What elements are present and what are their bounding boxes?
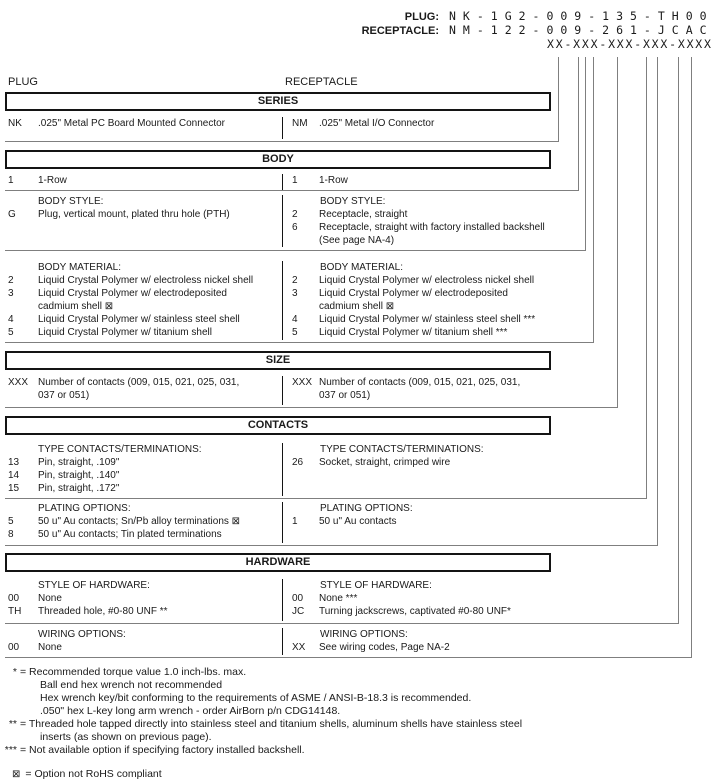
option-code: XX [292, 642, 306, 653]
footnote-line: = Recommended torque value 1.0 inch-lbs. max. [20, 666, 247, 678]
option-code: 13 [8, 457, 20, 468]
option-code: 2 [292, 209, 298, 220]
option-desc: None [38, 593, 62, 604]
option-row [283, 592, 551, 605]
footnote-line: Ball end hex wrench not recommended [40, 679, 223, 691]
not-rohs-icon: ⊠ [12, 769, 21, 780]
option-row [283, 117, 551, 130]
footnote-line: .050" hex L-key long arm wrench - order AirBorn p/n CDG14148. [40, 705, 341, 717]
subsection-label: TYPE CONTACTS/TERMINATIONS: [320, 444, 484, 455]
option-row [283, 326, 551, 339]
option-code: XXX [292, 377, 313, 388]
option-row [5, 482, 282, 495]
receptacle-part-number-row [362, 23, 713, 36]
footnote-line: Hex wrench key/bit conforming to the requirements of ASME / ANSI-B-18.3 is recommended. [40, 692, 472, 704]
subsection-label: STYLE OF HARDWARE: [320, 580, 432, 591]
option-code: 15 [8, 483, 20, 494]
option-row [283, 456, 551, 469]
section-header-series: SERIES [5, 92, 551, 111]
option-code: 1 [8, 175, 14, 186]
option-desc: Receptacle, straight [319, 209, 408, 220]
option-desc: Plug, vertical mount, plated thru hole (PTH) [38, 209, 230, 220]
option-desc: Liquid Crystal Polymer w/ stainless steel shell *** [319, 314, 536, 325]
option-code: 00 [292, 593, 304, 604]
option-row [283, 515, 551, 528]
option-code: 00 [8, 642, 20, 653]
option-row [5, 469, 282, 482]
option-row [5, 174, 282, 187]
series-plug-column [5, 117, 282, 139]
option-desc: Turning jackscrews, captivated #0-80 UNF* [319, 606, 511, 617]
plug-column-title: PLUG [8, 76, 38, 88]
plug-part-number-label: PLUG: [404, 11, 439, 23]
part-number-mask-row [547, 37, 713, 50]
receptacle-part-number-value: NM-122-009-261-JCAC [449, 23, 714, 37]
option-desc: Liquid Crystal Polymer w/ electrodeposited cadmium shell ⊠ [38, 288, 227, 312]
part-number-mask: XX-XXX-XXX-XXX-XXXX [547, 37, 713, 51]
option-row [5, 117, 282, 130]
footnote-backshell [0, 744, 522, 757]
not-rohs-icon: ⊠ [104, 301, 114, 312]
subsection-label: PLATING OPTIONS: [320, 503, 413, 514]
option-row [283, 208, 551, 221]
body-material-content [5, 259, 551, 340]
subsection-label: WIRING OPTIONS: [320, 629, 408, 640]
footnote-threaded-hole [0, 718, 522, 744]
option-row [283, 313, 551, 326]
option-desc: Liquid Crystal Polymer w/ titanium shell *** [319, 327, 508, 338]
section-header-size: SIZE [5, 351, 551, 370]
option-desc: None [38, 642, 62, 653]
size-content [5, 374, 551, 405]
option-desc: Pin, straight, .109" [38, 457, 120, 468]
subsection-label: BODY STYLE: [38, 196, 104, 207]
option-code: 2 [8, 275, 14, 286]
option-row [5, 592, 282, 605]
plug-part-number-value: NK-1G2-009-135-TH00 [449, 9, 714, 23]
section-header-body: BODY [5, 150, 551, 169]
option-desc: See wiring codes, Page NA-2 [319, 642, 450, 653]
option-desc: 50 u" Au contacts; Tin plated terminations [38, 529, 222, 540]
option-row [5, 456, 282, 469]
option-row [5, 528, 282, 541]
option-desc: None *** [319, 593, 358, 604]
option-code: G [8, 209, 16, 220]
option-code: 14 [8, 470, 20, 481]
option-desc: .025" Metal I/O Connector [319, 118, 435, 129]
body-style-content [5, 193, 551, 247]
footnote-line: inserts (as shown on previous page). [40, 731, 212, 743]
option-desc: Pin, straight, .172" [38, 483, 120, 494]
footnote-marker: * [12, 666, 17, 678]
hardware-style-content [5, 577, 551, 621]
option-note: (See page NA-4) [319, 235, 395, 246]
receptacle-column-title: RECEPTACLE [285, 76, 358, 88]
not-rohs-icon: ⊠ [385, 301, 395, 312]
subsection-label: TYPE CONTACTS/TERMINATIONS: [38, 444, 202, 455]
option-code: XXX [8, 377, 29, 388]
hardware-wiring-content [5, 627, 551, 655]
plug-part-number-row [405, 9, 713, 22]
option-row [5, 515, 282, 528]
option-row [5, 208, 282, 221]
footnote-line: = Threaded hole tapped directly into stainless steel and titanium shells, aluminum shells have stainless steel [20, 718, 523, 730]
option-row [5, 376, 282, 402]
receptacle-part-number-label: RECEPTACLE: [361, 25, 439, 37]
option-desc: Liquid Crystal Polymer w/ stainless steel shell [38, 314, 240, 325]
section-header-contacts: CONTACTS [5, 416, 551, 435]
option-code: 8 [8, 529, 14, 540]
option-desc: Number of contacts (009, 015, 021, 025, 031, 037 or 051) [319, 377, 521, 401]
option-row [283, 376, 551, 402]
option-code: 5 [8, 516, 14, 527]
option-desc: Socket, straight, crimped wire [319, 457, 451, 468]
subsection-label: BODY MATERIAL: [38, 262, 121, 273]
option-code: 00 [8, 593, 20, 604]
option-code: 4 [292, 314, 298, 325]
option-desc: Threaded hole, #0-80 UNF ** [38, 606, 168, 617]
option-code: 5 [292, 327, 298, 338]
option-desc: Pin, straight, .140" [38, 470, 120, 481]
footnote-marker: ** [8, 718, 17, 730]
option-row [283, 641, 551, 654]
series-content [5, 115, 551, 139]
option-desc: 1-Row [38, 175, 67, 186]
subsection-label: BODY STYLE: [320, 196, 386, 207]
option-desc: Number of contacts (009, 015, 021, 025, 031, 037 or 051) [38, 377, 240, 401]
option-desc: Liquid Crystal Polymer w/ titanium shell [38, 327, 212, 338]
section-header-hardware: HARDWARE [5, 553, 551, 572]
body-row-content [5, 172, 551, 190]
footnotes [0, 666, 522, 757]
option-code: 6 [292, 222, 298, 233]
option-desc: Liquid Crystal Polymer w/ electrodeposited cadmium shell ⊠ [319, 288, 508, 312]
footnote-torque [0, 666, 522, 718]
footnote-marker: *** [4, 744, 17, 756]
option-code: 1 [292, 175, 298, 186]
rohs-legend [12, 768, 162, 780]
option-code: 1 [292, 516, 298, 527]
option-code: 26 [292, 457, 304, 468]
option-row [5, 274, 282, 287]
option-desc: Liquid Crystal Polymer w/ electroless nickel shell [319, 275, 535, 286]
not-rohs-icon: ⊠ [231, 516, 241, 527]
option-row [5, 313, 282, 326]
footnote-line: = Not available option if specifying factory installed backshell. [20, 744, 305, 756]
option-row [283, 605, 551, 618]
option-desc: Liquid Crystal Polymer w/ electroless nickel shell [38, 275, 254, 286]
option-code: NM [292, 118, 308, 129]
option-code: 4 [8, 314, 14, 325]
option-desc: .025" Metal PC Board Mounted Connector [38, 118, 225, 129]
subsection-label: PLATING OPTIONS: [38, 503, 131, 514]
contacts-type-content [5, 441, 551, 496]
option-row [5, 287, 282, 313]
option-row [5, 641, 282, 654]
subsection-label: WIRING OPTIONS: [38, 629, 126, 640]
option-desc: 50 u" Au contacts [319, 516, 397, 527]
option-code: 3 [292, 288, 298, 299]
option-row [283, 174, 551, 187]
option-code: JC [292, 606, 305, 617]
subsection-label: BODY MATERIAL: [320, 262, 403, 273]
option-desc: 1-Row [319, 175, 348, 186]
option-code: 3 [8, 288, 14, 299]
series-receptacle-column [282, 117, 551, 139]
option-row [283, 287, 551, 313]
option-row [283, 274, 551, 287]
rohs-legend-text: = Option not RoHS compliant [25, 768, 162, 780]
option-row [5, 326, 282, 339]
option-code: TH [8, 606, 22, 617]
option-row [283, 221, 551, 247]
option-row [5, 605, 282, 618]
option-code: NK [8, 118, 22, 129]
option-code: 5 [8, 327, 14, 338]
option-desc: 50 u" Au contacts; Sn/Pb alloy terminations ⊠ [38, 516, 241, 527]
option-code: 2 [292, 275, 298, 286]
option-desc: Receptacle, straight with factory installed backshell (See page NA-4) [319, 222, 545, 246]
contacts-plating-content [5, 501, 551, 543]
subsection-label: STYLE OF HARDWARE: [38, 580, 150, 591]
